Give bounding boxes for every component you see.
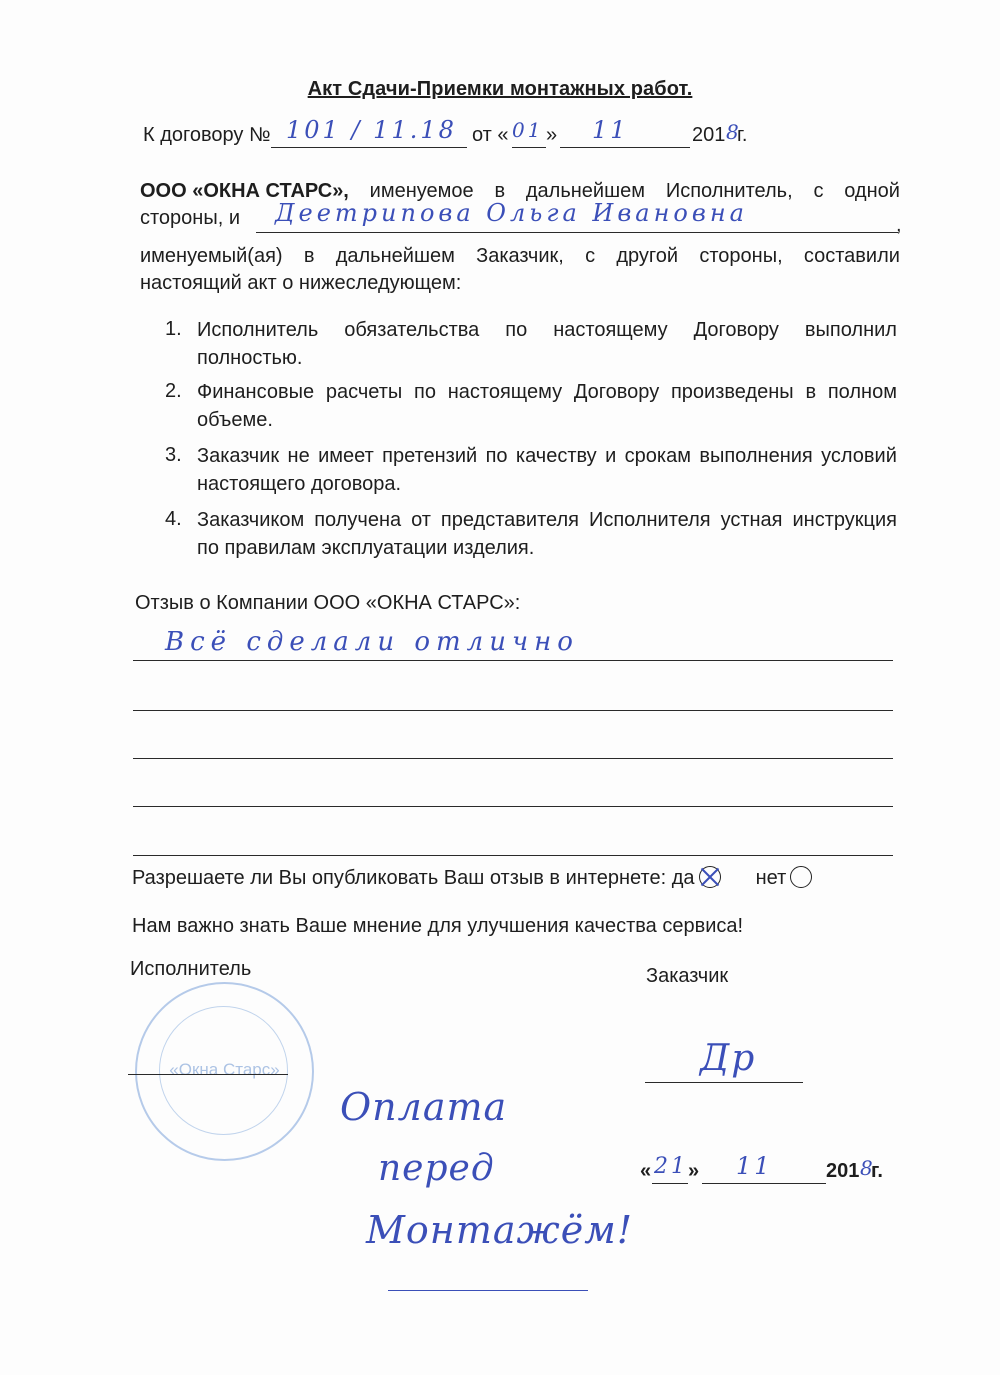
term-line-1-word: условий	[821, 445, 897, 467]
term-line-1-word: полном	[827, 381, 897, 403]
term-line-1-word: претензий	[382, 445, 478, 467]
sign-date-year-digit: 8	[860, 1156, 873, 1180]
customer-name: Деетрипова Ольга Ивановна	[275, 199, 748, 227]
term-line-2: объеме.	[197, 409, 273, 431]
term-line-1-word: настоящему	[553, 319, 668, 341]
term-line-1-word: устная	[720, 509, 783, 531]
parties-line-3-word: дальнейшем	[335, 245, 455, 267]
document-title: Акт Сдачи-Приемки монтажных работ.	[307, 78, 693, 100]
contract-year-prefix: 201	[692, 124, 726, 146]
review-line-4	[133, 806, 893, 807]
term-line-1-word: инструкция	[792, 509, 897, 531]
term-line-1-word: Договору	[693, 319, 779, 341]
term-number: 4.	[165, 508, 182, 530]
parties-line-3-word: Заказчик,	[476, 245, 564, 267]
term-text	[197, 506, 897, 562]
sign-date-open: «	[640, 1160, 652, 1182]
term-line-1-word: срокам	[624, 445, 691, 467]
parties-line-1-word: в	[494, 180, 506, 202]
review-line-2	[133, 710, 893, 711]
company-stamp	[135, 982, 314, 1161]
term-line-1-word: и	[605, 445, 617, 467]
sign-date-year-prefix: 201	[826, 1160, 860, 1182]
parties-line-3-word: стороны,	[699, 245, 783, 267]
parties-line-3-word: составили	[803, 245, 900, 267]
review-handwritten: Всё сделали отлично	[165, 627, 579, 657]
parties-line-3-word: с	[585, 245, 596, 267]
term-line-1-word: настоящему	[447, 381, 563, 403]
handnote-line-2: перед	[378, 1148, 495, 1189]
contract-number-line	[271, 147, 467, 148]
sign-date-month-line	[702, 1183, 826, 1184]
customer-name-line	[256, 232, 898, 233]
parties-line-3	[140, 245, 900, 268]
term-line-1-word: в	[805, 381, 817, 403]
parties-line-3-word: другой	[616, 245, 679, 267]
customer-signature-line	[645, 1082, 803, 1083]
sign-date-day-line	[652, 1183, 688, 1184]
executor-label: Исполнитель	[130, 958, 252, 980]
term-line-1-word: по	[414, 381, 436, 403]
term-line-1-word: произведены	[670, 381, 794, 403]
review-line-1	[133, 660, 893, 661]
contract-prefix: К договору №	[143, 124, 271, 146]
contract-day-line	[512, 147, 546, 148]
company-stamp-text: «Окна Старс»	[169, 1060, 280, 1079]
sign-date-day: 21	[654, 1154, 688, 1179]
review-line-5	[133, 855, 893, 856]
parties-line-2-prefix: стороны, и	[140, 207, 241, 229]
term-line-1-word: представителя	[440, 509, 579, 531]
contract-month-line	[560, 147, 690, 148]
handnote-line-1: Оплата	[340, 1085, 508, 1129]
term-line-1-word: не	[287, 445, 310, 467]
term-line-2: полностью.	[197, 347, 303, 369]
term-line-1-word: качеству	[515, 445, 597, 467]
contract-year-digit: 8	[726, 120, 739, 144]
term-text	[197, 316, 897, 372]
term-line-2: по правилам эксплуатации изделия.	[197, 537, 535, 559]
service-notice: Нам важно знать Ваше мнение для улучшения качества сервиса!	[132, 915, 744, 937]
term-line-1-word: имеет	[318, 445, 374, 467]
parties-line-1-word: одной	[844, 180, 900, 202]
term-line-1-word: Заказчик	[197, 445, 280, 467]
publish-yes-checkbox[interactable]	[699, 866, 721, 888]
parties-line-1-word: именуемое	[369, 180, 474, 202]
term-text	[197, 378, 897, 434]
publish-no-label: нет	[755, 867, 787, 889]
term-line-1-word: Исполнителя	[588, 509, 711, 531]
contract-year-suffix: г.	[737, 124, 748, 146]
parties-line-3-word: именуемый(ая)	[140, 245, 283, 267]
term-line-1	[197, 316, 897, 344]
term-line-1	[197, 506, 897, 534]
term-line-1-word: от	[411, 509, 431, 531]
parties-line-1-word: ООО «ОКНА СТАРС»,	[140, 180, 349, 202]
parties-line-1-word: дальнейшем	[525, 180, 646, 202]
term-number: 1.	[165, 318, 182, 340]
publish-question-row	[132, 866, 812, 890]
term-line-1	[197, 378, 897, 406]
review-label: Отзыв о Компании ООО «ОКНА СТАРС»:	[135, 592, 521, 614]
parties-line-1-word: с	[813, 180, 824, 202]
publish-no-checkbox[interactable]	[790, 866, 812, 888]
parties-line-4: настоящий акт о нижеследующем:	[140, 272, 462, 294]
term-line-1-word: Финансовые	[197, 381, 315, 403]
review-line-3	[133, 758, 893, 759]
term-line-1-word: выполнения	[699, 445, 813, 467]
contract-month: 11	[592, 116, 629, 144]
term-line-1-word: по	[505, 319, 528, 341]
contract-number: 101 / 11.18	[286, 116, 457, 144]
term-line-1-word: Договору	[573, 381, 660, 403]
term-line-1-word: получена	[314, 509, 402, 531]
contract-day: 01	[512, 118, 544, 142]
parties-line-2-suffix: ,	[896, 214, 902, 236]
handnote-underline	[388, 1290, 588, 1291]
sign-date-year-suffix: г.	[871, 1160, 883, 1182]
term-line-1-word: Исполнитель	[197, 319, 319, 341]
term-number: 2.	[165, 380, 182, 402]
handnote-line-3: Монтажём!	[366, 1208, 633, 1252]
customer-signature: Др	[700, 1038, 757, 1079]
term-text	[197, 442, 897, 498]
customer-label: Заказчик	[646, 965, 729, 987]
term-line-1-word: выполнил	[804, 319, 897, 341]
parties-line-3-word: в	[303, 245, 315, 267]
term-line-1-word: Заказчиком	[197, 509, 305, 531]
publish-question: Разрешаете ли Вы опубликовать Ваш отзыв в интернете:	[132, 867, 667, 889]
term-line-1-word: расчеты	[325, 381, 403, 403]
term-number: 3.	[165, 444, 182, 466]
term-line-1-word: по	[485, 445, 508, 467]
term-line-1-word: обязательства	[344, 319, 480, 341]
contract-from: от «	[472, 124, 509, 146]
executor-signature-line	[128, 1074, 288, 1075]
term-line-1	[197, 442, 897, 470]
publish-yes-label: да	[671, 867, 695, 889]
term-line-2: настоящего договора.	[197, 473, 402, 495]
contract-day-close: »	[546, 124, 558, 146]
sign-date-close: »	[688, 1160, 700, 1182]
parties-line-1-word: Исполнитель,	[665, 180, 793, 202]
sign-date-month: 11	[736, 1152, 773, 1180]
